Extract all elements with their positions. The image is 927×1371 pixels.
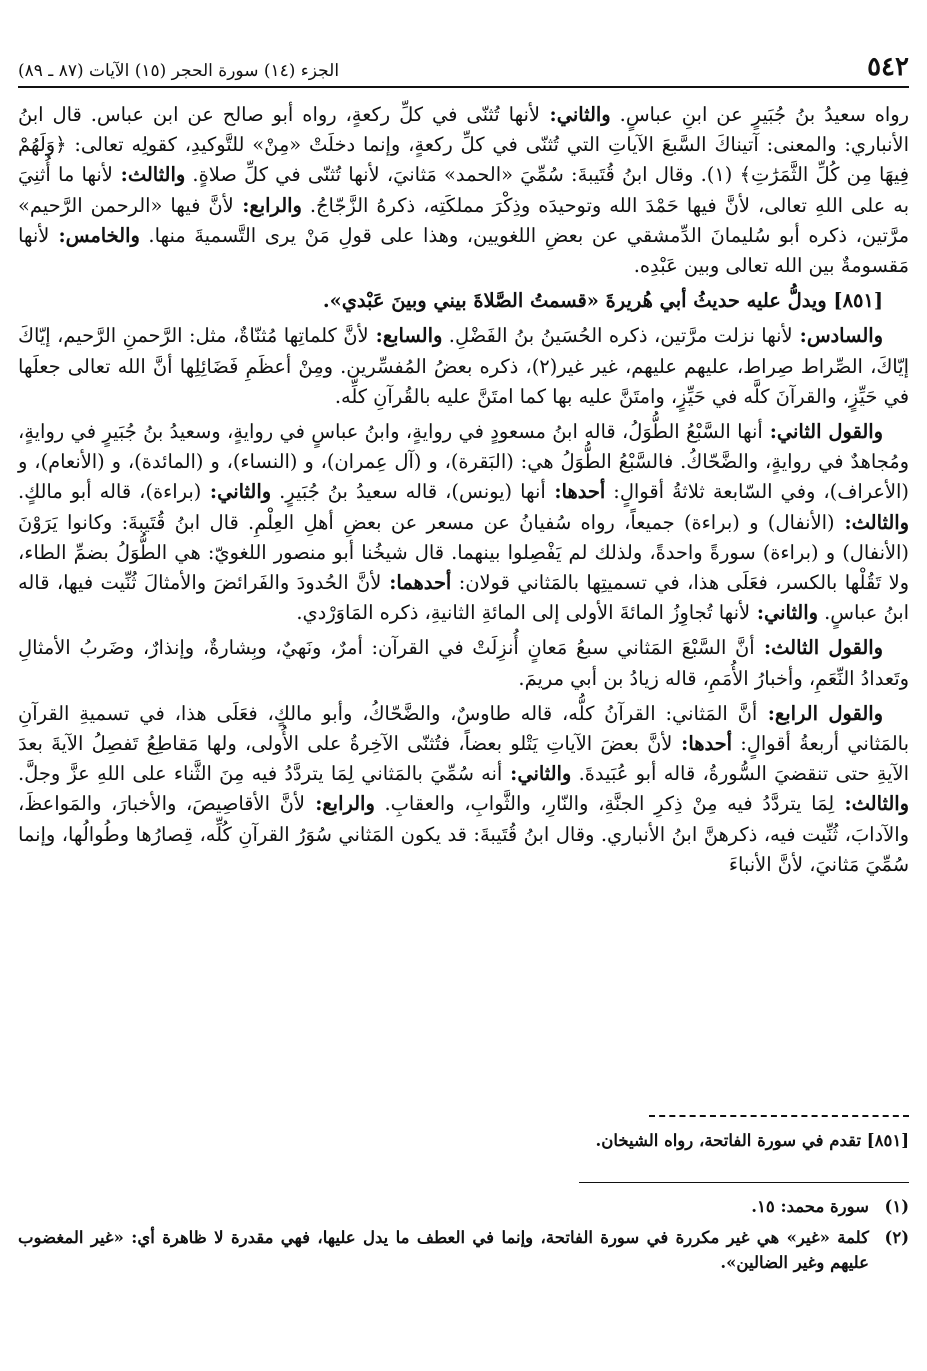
bold-label: والقول الثالث: [754,636,883,660]
text-run: لأنها ما أُثنِيَ به على اللهِ تعالى، لأنَّ فيها حَمْدَ الله وتوحيدَه وذِكْرَ مملكَتِه، ذكرهُ الزَّجّاجُ. [18,163,909,217]
main-text [18,100,909,885]
text-run: لأنها تُثنّى في كلِّ ركعةٍ، رواه أبو صالح عن ابن عباس. قال ابنُ الأنباري: والمعنى: آتيناكَ السَّبعَ الآياتِ التي تُثنّى في كلِّ ركعةٍ، وإنما دخلَتْ «مِنْ» للتَّوكيدِ، كقولِه تعالى: ﴿وَلَهُمْ فِيهَا مِن كُلِّ الثَّمَرَٰتِ﴾ (١). وقال ابنُ قُتَيبةَ: سُمِّيَ «الحمد» مَثانيَ، لأنها تُثنّى في كلِّ صلاةٍ. [18,103,909,187]
page-header [18,42,909,88]
footnote-number: (٢) [884,1228,909,1247]
bold-label: والرابع: [304,792,375,816]
footnote-number: (١) [884,1197,909,1216]
bold-label: والرابع: [233,193,302,217]
text-run: أنَّ السَّبْعَ المَثاني سبعُ مَعانٍ أُنزِلَتْ في القرآن: أمرٌ، ونَهيٌ، وبِشارةٌ، وإنذارٌ، وضَربُ الأمثالِ وتَعدادُ النِّعَمِ، وأخبارُ الأُمَمِ، قاله زيادُ بن أبي مريمَ. [18,636,909,690]
bold-label: والثاني: [502,762,572,786]
paragraph [18,100,909,281]
text-run: لأنها نزلت مرَّتين، ذكره الحُسَينُ بنُ الفَضْلِ. [442,324,793,348]
paragraph [18,633,909,693]
text-run: لأنَّ الحُدودَ والفَرائضَ والأمثالَ ثُنِّيت فيها، قاله ابنُ عباسٍ. [18,571,909,625]
text-run: لِمَا يتردَّدُ فيه مِنْ ذِكرِ الجنَّةِ، والنّارِ، والثَّوابِ، والعقابِ. [374,792,835,816]
bold-label: والقول الثاني: [762,420,883,444]
text-run: (الأنفال) و (براءة) جميعاً، رواه سُفيانُ عن مسعر عن بعضِ أهلِ العِلْمِ. قال ابنُ قُتَيبةَ: وكانوا يَرَوْنَ (الأنفال) و (براءة) سورةً واحدةً، ولذلك لم يَفْصِلوا بينهما. قال شيخُنا أبو منصور اللغويّ: هي الطُّوَلُ بضمِّ الطاء، ولا تَقُلْها بالكسر، فعَلَى هذا، في تسميتِها بالمَثاني قولان: [18,510,909,595]
hadith-separator [649,1115,909,1117]
text-run: لأنَّ بعضَ الآياتِ يَتْلو بعضاً، فتُثنّى الآخِرةُ على الأُولى، ولها مَقاطِعُ تَفصِلُ الآيةَ بعدَ الآيةِ حتى تنقضيَ السُّورةُ، قاله أبو عُبَيدةَ. [18,732,909,786]
text-run: رواه سعيدُ بنُ جُبَيرٍ عن ابنِ عباسٍ. [610,103,910,126]
bold-label: أحدها: [545,480,606,504]
bold-label: والثالث: [834,510,909,534]
paragraph [18,286,909,316]
text-run: لأنَّ الأقاصِيصَ، والأخبارَ، والمَواعظَ، والآدابَ، ثُنِّيت فيه، ذكرهنَّ ابنُ الأنباري. وقال ابنُ قُتَيبةَ: قد يكون المَثاني سُوَرُ القرآنِ كُلِّه، قِصارُها وطُوالُها، وإنما سُمِّيَ مَثانيَ، لأنَّ الأنباءَ [18,792,909,876]
hadith-reference-note: [٨٥١] تقدم في سورة الفاتحة، رواه الشيخان. [595,1131,909,1150]
footnote-text: سورة محمد: ١٥. [751,1197,869,1216]
bold-label: والقول الرابع: [757,701,883,725]
text-run: (براءة)، قاله أبو مالكٍ. [18,480,202,504]
bold-label: أحدهما: [381,571,452,595]
text-run: لأنَّ فيها «الرحمن الرَّحيم» مرَّتين، ذكره أبو سُليمانَ الدِّمشقي عن بعضِ اللغويين، وهذا على قولِ مَنْ يرى التَّسميةَ منها. [18,193,909,247]
text-run: لأنها مَقسومةٌ بين الله تعالى وبين عَبْدِه. [18,223,909,278]
footnote [18,1194,909,1219]
page-number: ٥٤٢ [867,52,909,82]
text-run: لأنها تُجاوِزُ المائةَ الأولى إلى المائةِ الثانيةِ، ذكره المَاوَرْدي. [296,601,751,625]
paragraph [18,321,909,412]
bold-label: والثالث: [112,163,186,187]
bold-label: والسابع: [368,324,443,348]
bold-label: أحدها: [672,732,733,756]
text-run: أنَّ المَثاني: القرآنُ كلُّه، قاله طاوسٌ، والضَّحّاكُ، وأبو مالكٍ، فعَلَى هذا، في تسميةِ القرآنِ بالمَثاني أربعةُ أقوالٍ: [18,701,909,756]
text-run: لأنَّ كلماتِها مُثنّاةٌ، مثل: الرَّحمنِ الرَّحيم، إيّاكَ إيّاكَ، الصِّراط صِراط، عليهم عليهم، غير غير(٢)، ذكره بعضُ المُفسِّرين. ومِنْ أعظَمِ فَضَائِلِها أنَّ الله تعالى جعلَها في حَيِّزٍ، والقرآنَ كلَّه في حَيِّزٍ، وامتَنَّ عليه بها كما امتَنَّ عليه بالقُرآنِ كلِّه. [18,324,909,408]
paragraph [18,699,909,880]
text-run: أنها السَّبْعُ الطُّوَلُ، قاله ابنُ مسعودٍ في روايةٍ، وابنُ عباسٍ في روايةٍ، وسعيدُ بنُ جُبَيرٍ في روايةٍ، ومُجاهدٌ في روايةٍ، والضَّحّاكُ. فالسَّبْعُ الطُّوَلُ هي: (البَقرة)، و (آل عِمران)، و (النساء)، و (المائدة)، و (الأنعام)، و (الأعراف)، وفي السّابعة ثلاثةُ أقوالٍ: [18,420,909,504]
bold-label: والثاني: [750,601,818,625]
footnote [18,1225,909,1275]
paragraph [18,417,909,628]
bold-label: [٨٥١] ويدلُّ عليه حديثُ أبي هُريرةَ «قسمتُ الصَّلاةَ بيني وبينَ عَبْدي». [322,289,883,313]
footnotes [18,1194,909,1281]
running-head: الجزء (١٤) سورة الحجر (١٥) الآيات (٨٧ ـ ٨٩) [18,61,340,81]
bold-label: والثاني: [539,103,611,126]
text-run: أنها (يونس)، قاله سعيدُ بنُ جُبَيرٍ. [271,480,546,504]
footnote-text: كلمة «غير» هي غير مكررة في سورة الفاتحة، وإنما في العطف ما يدل عليها، فهي مقدرة لا ظاهرة أي: «غير المغضوب عليهم وغير الضالين». [18,1228,869,1272]
bold-label: والسادس: [792,324,883,348]
bold-label: والثاني: [201,480,272,504]
footnotes-separator [579,1182,909,1183]
bold-label: والثالث: [834,792,909,816]
text-run: أنه سُمِّيَ بالمَثاني لِمَا يتردَّدُ فيه مِنَ الثَّناء على اللهِ عزَّ وجلَّ. [18,762,503,786]
bold-label: والخامس: [49,223,140,247]
